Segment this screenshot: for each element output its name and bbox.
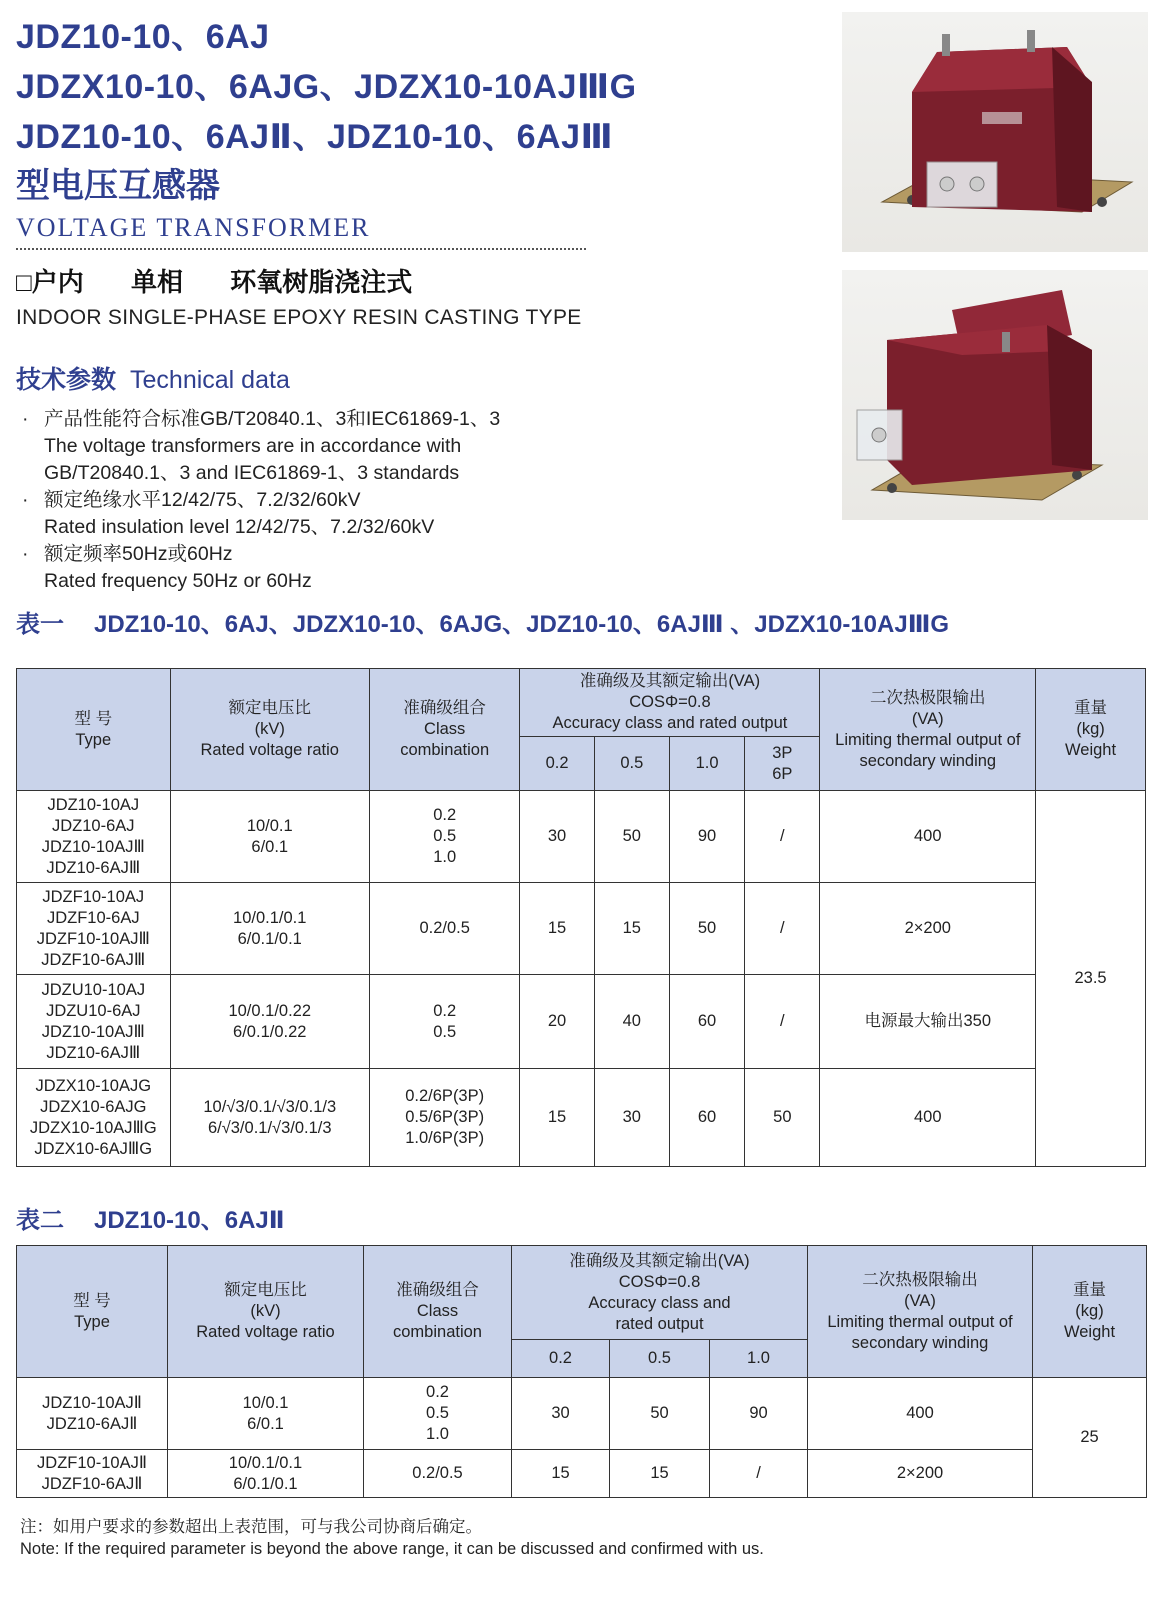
- t1-r1-v02: 30: [520, 791, 594, 883]
- t1-r1-types: JDZ10-10AJ JDZ10-6AJ JDZ10-10AJⅢ JDZ10-6AJⅢ: [17, 791, 171, 883]
- t1-r1-v3p: /: [745, 791, 820, 883]
- t1-r3-class: 0.2 0.5: [369, 975, 520, 1069]
- t2-r1-v10: 90: [710, 1378, 808, 1450]
- bullet-standard-en-2: GB/T20840.1、3 and IEC61869-1、3 standards: [44, 462, 460, 484]
- technical-heading-en: Technical data: [130, 366, 290, 394]
- t1-r1-thermal: 400: [820, 791, 1036, 883]
- table-row: [17, 1450, 1147, 1498]
- table-row: [17, 791, 1146, 883]
- table1: [16, 668, 1146, 1167]
- t2-r2-v10: /: [710, 1450, 808, 1498]
- t2-r1-v02: 30: [512, 1378, 610, 1450]
- t1-sub-3p6p: 3P 6P: [745, 737, 820, 791]
- t1-r1-class: 0.2 0.5 1.0: [369, 791, 520, 883]
- t2-r1-thermal: 400: [808, 1378, 1033, 1450]
- subtitle-indoor: □户内: [16, 267, 84, 297]
- technical-bullets: [20, 406, 660, 595]
- bullet-standard-en-1: The voltage transformers are in accordance with: [44, 435, 462, 457]
- table2: [16, 1245, 1147, 1498]
- t1-r2-thermal: 2×200: [820, 883, 1036, 975]
- t1-sub-05: 0.5: [594, 737, 669, 791]
- t1-r3-ratio: 10/0.1/0.22 6/0.1/0.22: [170, 975, 369, 1069]
- title-cn: 型电压互感器: [16, 167, 220, 205]
- table2-title-text: JDZ10-10、6AJⅡ: [94, 1207, 285, 1234]
- subtitle-single-phase: 单相: [130, 267, 183, 297]
- t1-r1-v10: 90: [669, 791, 744, 883]
- t1-r2-v10: 50: [669, 883, 744, 975]
- table-row: [17, 1069, 1146, 1167]
- t1-r2-v02: 15: [520, 883, 594, 975]
- table1-label: 表一: [16, 611, 64, 638]
- table1-title: [16, 604, 949, 639]
- t2-header-weight: 重量 (kg) Weight: [1033, 1246, 1147, 1378]
- t2-r1-ratio: 10/0.1 6/0.1: [168, 1378, 364, 1450]
- table2-title: [16, 1200, 285, 1235]
- product-photo-1: [842, 12, 1148, 252]
- t1-r3-v10: 60: [669, 975, 744, 1069]
- t1-r4-v02: 15: [520, 1069, 594, 1167]
- title-line-2: JDZX10-10、6AJG、JDZX10-10AJⅢG: [16, 68, 637, 106]
- t1-r4-v05: 30: [594, 1069, 669, 1167]
- subtitle-epoxy: 环氧树脂浇注式: [230, 267, 413, 297]
- t1-r3-v05: 40: [594, 975, 669, 1069]
- t2-sub-10: 1.0: [710, 1340, 808, 1378]
- subtitle-en: INDOOR SINGLE-PHASE EPOXY RESIN CASTING TYPE: [16, 306, 582, 329]
- table2-label: 表二: [16, 1207, 64, 1234]
- t1-header-ratio: 额定电压比 (kV) Rated voltage ratio: [170, 669, 369, 791]
- t1-r3-types: JDZU10-10AJ JDZU10-6AJ JDZ10-10AJⅢ JDZ10-6AJⅢ: [17, 975, 171, 1069]
- t1-header-weight: 重量 (kg) Weight: [1036, 669, 1146, 791]
- t2-sub-02: 0.2: [512, 1340, 610, 1378]
- t2-r2-types: JDZF10-10AJⅡ JDZF10-6AJⅡ: [17, 1450, 168, 1498]
- technical-heading-cn: 技术参数: [16, 366, 117, 394]
- t1-sub-10: 1.0: [669, 737, 744, 791]
- t2-header-ratio: 额定电压比 (kV) Rated voltage ratio: [168, 1246, 364, 1378]
- footnote-en: Note: If the required parameter is beyond the above range, it can be discussed and confirmed with us.: [20, 1540, 764, 1558]
- table1-title-text: JDZ10-10、6AJ、JDZX10-10、6AJG、JDZ10-10、6AJⅢ 、JDZX10-10AJⅢG: [94, 611, 950, 638]
- t2-r1-types: JDZ10-10AJⅡ JDZ10-6AJⅡ: [17, 1378, 168, 1450]
- technical-heading: [16, 360, 290, 396]
- t2-r2-thermal: 2×200: [808, 1450, 1033, 1498]
- bullet-frequency-cn: 额定频率50Hz或60Hz: [44, 543, 233, 565]
- t1-header-thermal: 二次热极限输出 (VA) Limiting thermal output of secondary winding: [820, 669, 1036, 791]
- t1-r1-ratio: 10/0.1 6/0.1: [170, 791, 369, 883]
- bullet-standard-cn: 产品性能符合标准GB/T20840.1、3和IEC61869-1、3: [44, 408, 501, 430]
- t1-r3-v02: 20: [520, 975, 594, 1069]
- t1-r2-types: JDZF10-10AJ JDZF10-6AJ JDZF10-10AJⅢ JDZF10-6AJⅢ: [17, 883, 171, 975]
- t2-header-type: 型 号 Type: [17, 1246, 168, 1378]
- table-row: [17, 1378, 1147, 1450]
- t2-r2-class: 0.2/0.5: [364, 1450, 512, 1498]
- table-row: [17, 883, 1146, 975]
- bullet-insulation: · 额定绝缘水平12/42/75、7.2/32/60kV Rated insulation level 12/42/75、7.2/32/60kV: [20, 487, 660, 541]
- t2-r1-class: 0.2 0.5 1.0: [364, 1378, 512, 1450]
- t1-r2-ratio: 10/0.1/0.1 6/0.1/0.1: [170, 883, 369, 975]
- bullet-frequency-en: Rated frequency 50Hz or 60Hz: [44, 570, 312, 592]
- divider: [16, 248, 586, 250]
- t1-weight: 23.5: [1036, 791, 1146, 1167]
- t2-weight: 25: [1033, 1378, 1147, 1498]
- t1-header-type: 型 号 Type: [17, 669, 171, 791]
- t2-r2-v05: 15: [610, 1450, 710, 1498]
- subtitle-cn: [16, 262, 452, 299]
- t1-r2-v05: 15: [594, 883, 669, 975]
- footnote: [20, 1516, 764, 1560]
- t1-r4-class: 0.2/6P(3P) 0.5/6P(3P) 1.0/6P(3P): [369, 1069, 520, 1167]
- t2-r1-v05: 50: [610, 1378, 710, 1450]
- t1-header-accuracy: 准确级及其额定输出(VA) COSΦ=0.8 Accuracy class and rated output: [520, 669, 820, 737]
- t1-sub-02: 0.2: [520, 737, 594, 791]
- t2-header-class: 准确级组合 Class combination: [364, 1246, 512, 1378]
- t1-r3-thermal: 电源最大输出350: [820, 975, 1036, 1069]
- title-line-1: JDZ10-10、6AJ: [16, 18, 270, 56]
- bullet-insulation-cn: 额定绝缘水平12/42/75、7.2/32/60kV: [44, 489, 361, 511]
- bullet-frequency: · 额定频率50Hz或60Hz Rated frequency 50Hz or 60Hz: [20, 541, 660, 595]
- product-photo-2: [842, 270, 1148, 520]
- t1-r1-v05: 50: [594, 791, 669, 883]
- t2-r2-ratio: 10/0.1/0.1 6/0.1/0.1: [168, 1450, 364, 1498]
- t1-r4-types: JDZX10-10AJG JDZX10-6AJG JDZX10-10AJⅢG JDZX10-6AJⅢG: [17, 1069, 171, 1167]
- title-block: [16, 12, 816, 246]
- t1-r2-class: 0.2/0.5: [369, 883, 520, 975]
- bullet-standard: · 产品性能符合标准GB/T20840.1、3和IEC61869-1、3 The voltage transformers are in accordance with GB/T20840.1、3 and IEC61869-1、3 standards: [20, 406, 660, 487]
- t1-r4-v3p: 50: [745, 1069, 820, 1167]
- footnote-cn: 注：如用户要求的参数超出上表范围，可与我公司协商后确定。: [20, 1518, 482, 1536]
- t1-r4-v10: 60: [669, 1069, 744, 1167]
- title-en: VOLTAGE TRANSFORMER: [16, 213, 371, 242]
- t1-r4-thermal: 400: [820, 1069, 1036, 1167]
- t2-header-thermal: 二次热极限输出 (VA) Limiting thermal output of secondary winding: [808, 1246, 1033, 1378]
- t2-r2-v02: 15: [512, 1450, 610, 1498]
- t2-header-accuracy: 准确级及其额定输出(VA) COSΦ=0.8 Accuracy class and rated output: [512, 1246, 808, 1340]
- t1-r3-v3p: /: [745, 975, 820, 1069]
- bullet-insulation-en: Rated insulation level 12/42/75、7.2/32/60kV: [44, 516, 435, 538]
- title-line-3: JDZ10-10、6AJⅡ、JDZ10-10、6AJⅢ: [16, 118, 614, 156]
- t1-r2-v3p: /: [745, 883, 820, 975]
- t1-header-class: 准确级组合 Class combination: [369, 669, 520, 791]
- t1-r4-ratio: 10/√3/0.1/√3/0.1/3 6/√3/0.1/√3/0.1/3: [170, 1069, 369, 1167]
- t2-sub-05: 0.5: [610, 1340, 710, 1378]
- table-row: [17, 975, 1146, 1069]
